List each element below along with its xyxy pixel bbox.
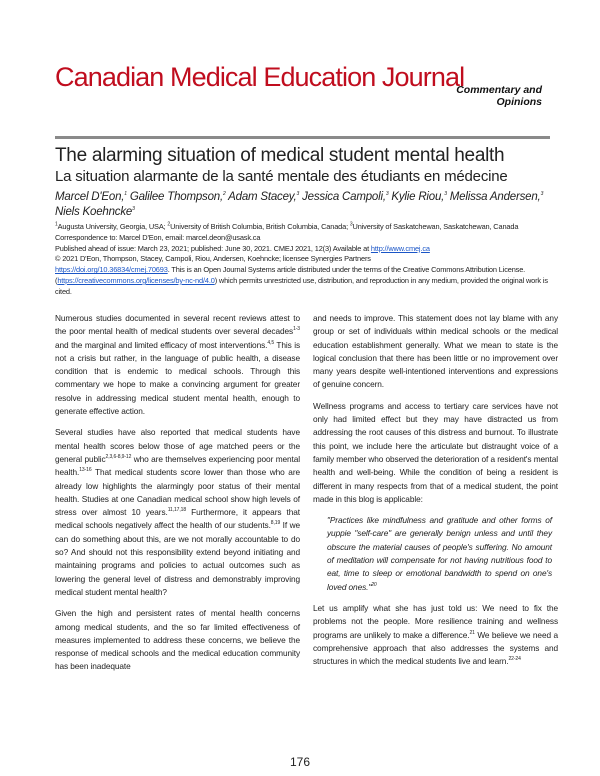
paragraph [55,426,300,599]
author-list [55,190,555,220]
paragraph [313,400,558,506]
text-run: If we can do something about this, are we not morally accountable to do so? And should not this responsibility extend beyond initiating and maintaining programs and policies to actual outcomes such as lowering the general level of distress and demonstrably improving medical student mental health? [55,520,300,597]
text-run: Several studies have also reported that medical students have mental health scores below those of age matched peers or the general public [55,427,300,464]
article-metadata [55,222,555,298]
text-run: That medical students score lower than those who are already low highlights the alarmingly poor status of their mental health. Studies at one Canadian medical school show high levels of stress over almost 10 years. [55,467,300,518]
author-affiliation-mark: 3 [132,206,135,213]
paragraph [55,312,300,418]
body-column-left [55,312,300,682]
author-name: Adam Stacey, [228,191,297,203]
affiliation: Augusta University, Georgia, USA; [57,222,168,231]
license-link[interactable]: https://creativecommons.org/licenses/by-nc-nd/4.0 [57,275,215,285]
paragraph [313,312,558,392]
journal-site-link[interactable]: http://www.cmej.ca [370,243,430,253]
journal-name: Canadian Medical Education Journal [55,62,465,92]
copyright: © 2021 D'Eon, Thompson, Stacey, Campoli, Riou, Andersen, Koehncke; licensee Synergies Partners [55,254,371,264]
correspondence: Correspondence to: Marcel D'Eon, email: marcel.deon@usask.ca [55,232,261,242]
affiliation-mark: 1 [55,221,58,228]
author-name: Niels Koehncke [55,206,133,218]
author-affiliation-mark: 2 [222,191,226,198]
text-run: Wellness programs and access to tertiary care services have not only had limited effect but they may have distracted us from addressing the root causes of this distress and burnout. To illustrate this point, we include here the articulate but distraught voice of a family member who observed the deterioration of a resident's mental health and well-being. While the condition of being a resident is different in many respects from that of a medical student, the point made in this blog is applicable: [313,400,558,504]
text-run: "Practices like mindfulness and gratitude and other forms of yuppie "self-care" are generally benign unless and until they obscure the material causes of people's suffering. No amount of meditation will compensate for not having nutritious food to eat, time to sleep or emotional bandwidth to spend on one's loved ones." [327,515,552,592]
author-affiliation-mark: 3 [540,191,544,198]
author-affiliation-mark: 3 [444,191,447,198]
published-dates: Published ahead of issue: March 23, 2021; published: June 30, 2021. CMEJ 2021, 12(3) Available at [55,243,371,253]
page-number: 176 [289,755,311,769]
author-name: Kylie Riou, [391,191,445,203]
author-name: Galilee Thompson, [129,191,223,203]
article-section [422,84,542,108]
affiliation-mark: 3 [349,221,353,228]
citation: 11,17,18 [167,507,186,514]
citation: 22-24 [508,656,521,663]
publication-info [55,244,555,255]
text-run: Let us amplify what she has just told us: We need to fix the problems not the people. More resilience training and wellness programs are unlikely to make a difference. [313,602,558,640]
license [55,265,555,297]
article-subtitle: La situation alarmante de la santé mentale des étudiants en médecine [55,168,508,185]
citation: 21 [469,629,475,636]
citation: 13-16 [79,467,92,474]
license-text: . This is an Open Journal Systems article distributed under the terms of the Creative Commons Attribution License. ( [55,265,526,285]
author-name: Jessica Campoli, [302,191,386,203]
block-quote [327,514,552,594]
article-title: The alarming situation of medical student mental health [55,145,505,166]
citation: 4,5 [267,339,274,346]
body-column-right [313,312,558,676]
author-affiliation-mark: 3 [385,191,389,198]
paragraph [313,602,558,668]
text-run: and needs to improve. This statement does not lay blame with any group or set of individuals within medical schools or the medical education establishment generally. What we mean to state is the logical conclusion that there has been little or no improvement over many years despite well-intentioned interventions and expressions of genuine concern. [313,313,558,390]
text-run: We believe we need a comprehensive approach that also addresses the systems and structures in which the medical students live and learn. [313,629,558,667]
license-tail: ) which permits unrestricted use, distribution, and reproduction in any medium, provided the original work is cited. [55,275,548,296]
citation: 2,3,6-8,9-12 [105,454,132,461]
header-rule [55,136,550,139]
affiliations [55,222,555,233]
text-run: Numerous studies documented in several recent reviews attest to the poor mental health of medical students over several decades [55,313,300,337]
citation: 1-3 [293,326,300,333]
author-name: Melissa Andersen, [449,191,541,203]
citation: 8,19 [270,520,281,527]
author-affiliation-mark: 1 [124,191,127,198]
text-run: who are themselves experiencing poor mental health. [55,453,300,478]
author-name: Marcel D'Eon, [55,191,125,203]
text-run: and the marginal and limited efficacy of most interventions. [55,339,268,350]
paragraph [55,607,300,673]
affiliation: University of British Columbia, British Columbia, Canada; [170,222,350,231]
text-run: Given the high and persistent rates of mental health concerns among medical students, and the so far limited effectiveness of measures implemented to address these concerns, we believe the response of medical schools and the medical education community has been inadequate [55,608,300,672]
author-affiliation-mark: 3 [296,191,300,198]
citation: 20 [371,581,377,588]
section-line-1: Commentary and [456,84,542,96]
text-run: Furthermore, it appears that medical schools negatively affect the health of our students. [55,507,300,531]
text-run: This is not a crisis but rather, in the language of public health, a disease condition that is endemic to medical schools. Through this commentary we hope to make a convincing argument for greater resolve in addressing medical student mental health, enough to generate effective action. [55,339,300,417]
doi-link[interactable]: https://doi.org/10.36834/cmej.70693 [55,265,168,275]
affiliation: University of Saskatchewan, Saskatchewan, Canada [352,222,519,231]
section-line-2: Opinions [496,96,542,108]
affiliation-mark: 2 [167,221,171,228]
